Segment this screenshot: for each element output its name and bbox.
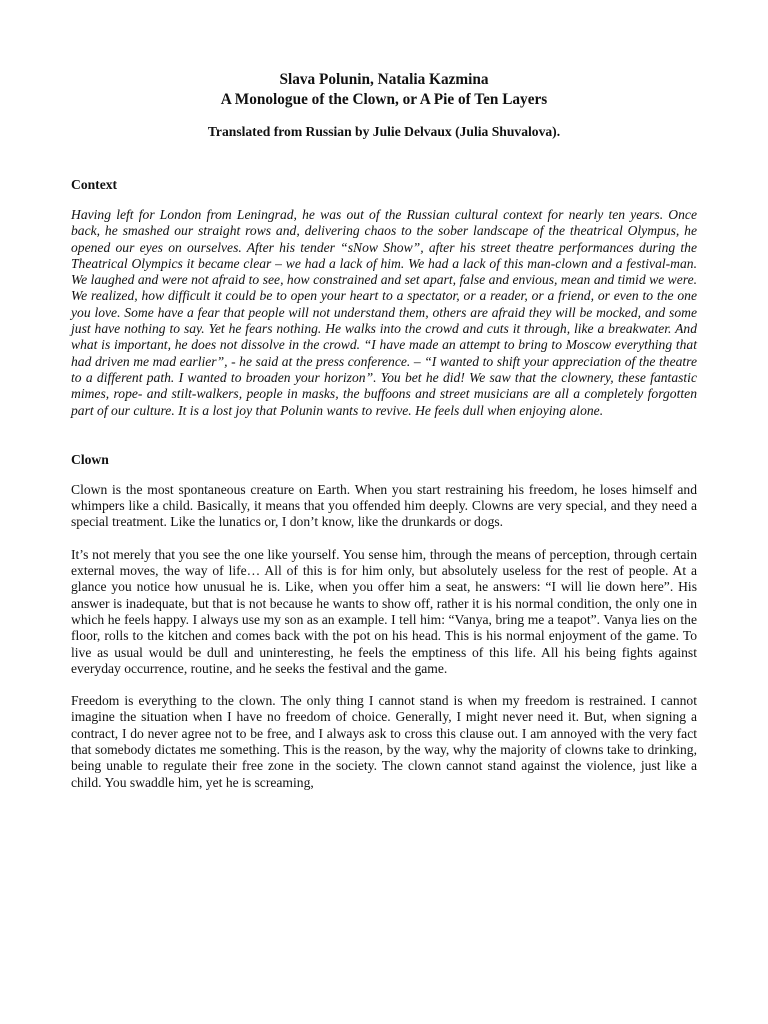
clown-paragraph-1: Clown is the most spontaneous creature on Earth. When you start restraining his freedom, he loses himself and whimpers like a child. Basically, it means that you offended him deeply. Clowns are very special, and they need a special treatment. Like the lunatics or, I don’t know, like the drunkards or dogs. <box>71 481 697 530</box>
clown-paragraph-3: Freedom is everything to the clown. The only thing I cannot stand is when my freedom is restrained. I cannot imagine the situation when I have no freedom of choice. Generally, I might never need it. But, when signing a contract, I do never agree not to be free, and I always ask to cross this clause out. I am annoyed with the very fact that somebody dictates me something. This is the reason, by the way, why the majority of clowns take to drinking, being unable to regulate their free zone in the society. The clown cannot stand against the violence, just like a child. You swaddle him, yet he is screaming, <box>71 693 697 790</box>
context-paragraph: Having left for London from Leningrad, he was out of the Russian cultural context for nearly ten years. Once back, he smashed our straight rows and, delivering chaos to the sober landscape of the theatrical Olympus, he opened our eyes on ourselves. After his tender “sNow Show”, after his street theatre performances during the Theatrical Olympics it became clear – we had a lack of him. We had a lack of this man-clown and a festival-man. We laughed and were not afraid to see, how constrained and set apart, false and envious, mean and timid we were. We realized, how difficult it could be to open your heart to a spectator, or a reader, or a friend, or even to the one you love. Some have a fear that people will not understand them, others are afraid they will be mocked, and some just have nothing to say. Yet he fears nothing. He walks into the crowd and cuts it through, like a breakwater. And what is important, he does not dissolve in the crowd. “I have made an attempt to bring to Moscow everything that had driven me mad earlier”, - he said at the press conference. – “I wanted to shift your appreciation of the theatre to a different path. I wanted to broaden your horizon”. You bet he did! We saw that the clownery, these fantastic mimes, rope- and stilt-walkers, people in masks, the buffoons and street musicians are all a completely forgotten part of our culture. It is a lost joy that Polunin wants to revive. He feels dull when enjoying alone. <box>71 207 697 418</box>
section-heading-context: Context <box>71 177 118 192</box>
document-page <box>71 70 697 791</box>
translator-credit: Translated from Russian by Julie Delvaux (Julia Shuvalova). <box>207 124 561 139</box>
document-title: A Monologue of the Clown, or A Pie of Ten Layers <box>220 91 548 108</box>
section-heading-clown: Clown <box>71 451 109 467</box>
document-authors: Slava Polunin, Natalia Kazmina <box>279 71 489 88</box>
clown-paragraph-2: It’s not merely that you see the one like yourself. You sense him, through the means of perception, through certain external moves, the way of life… All of this is for him only, but absolutely useless for the rest of people. At a glance you notice how unusual he is. Like, when you offer him a seat, he answers: “I will lie down here”. His answer is inadequate, but that is not because he wants to show off, rather it is his normal condition, the only one in which he feels happy. I always use my son as an example. I tell him: “Vanya, bring me a teapot”. Vanya lies on the floor, rolls to the kitchen and comes back with the pot on his head. This is his normal enjoyment of the game. To live as usual would be dull and uninteresting, he feels the emptiness of this life. All his being fights against everyday occurrence, routine, and he seeks the festival and the game. <box>71 546 697 676</box>
